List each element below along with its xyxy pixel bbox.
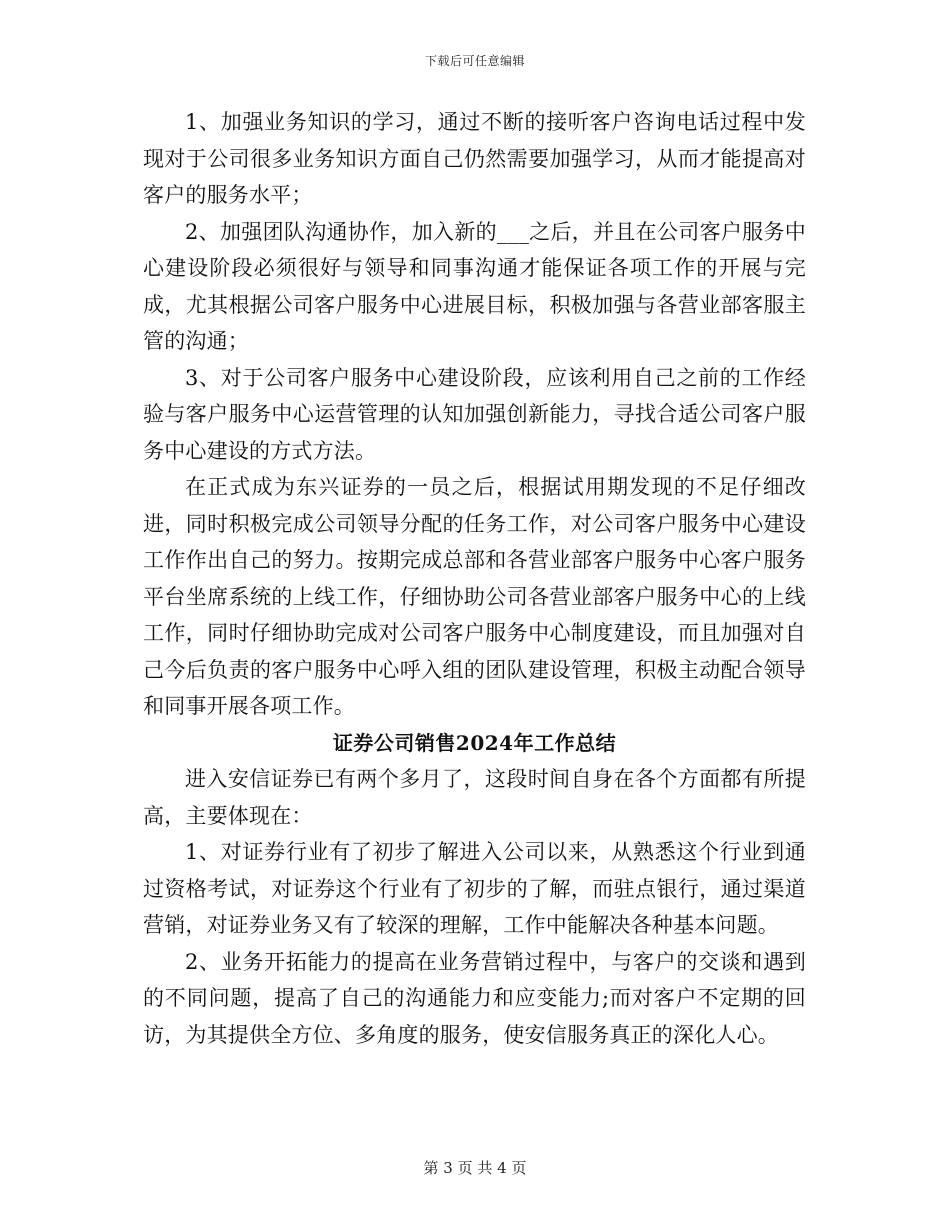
paragraph-formal-employee: 在正式成为东兴证券的一员之后，根据试用期发现的不足仔细改进，同时积极完成公司领导分配的任务工作，对公司客户服务中心建设工作作出自己的努力。按期完成总部和各营业部客户服务中心客户服务平台坐席系统的上线工作，仔细协助公司各营业部客户服务中心的上线工作，同时仔细协助完成对公司客户服务中心制度建设，而且加强对自己今后负责的客户服务中心呼入组的团队建设管理，积极主动配合领导和同事开展各项工作。	[143, 475, 806, 718]
paragraph-item-1: 1、加强业务知识的学习，通过不断的接听客户咨询电话过程中发现对于公司很多业务知识方面自己仍然需要加强学习，从而才能提高对客户的服务水平；	[143, 110, 806, 207]
paragraph-point-2: 2、业务开拓能力的提高在业务营销过程中，与客户的交谈和遇到的不同问题，提高了自己的沟通能力和应变能力;而对客户不定期的回访，为其提供全方位、多角度的服务，使安信服务真正的深化人心。	[143, 949, 806, 1047]
paragraph-item-3: 3、对于公司客户服务中心建设阶段，应该利用自己之前的工作经验与客户服务中心运营管理的认知加强创新能力，寻找合适公司客户服务中心建设的方式方法。	[143, 365, 806, 463]
document-body	[143, 104, 806, 1053]
paragraph-item-2: 2、加强团队沟通协作，加入新的___之后，并且在公司客户服务中心建设阶段必须很好与领导和同事沟通才能保证各项工作的开展与完成，尤其根据公司客户服务中心进展目标，积极加强与各营业部客服主管的沟通；	[143, 219, 806, 353]
paragraph-intro: 进入安信证券已有两个多月了，这段时间自身在各个方面都有所提高，主要体现在：	[143, 767, 806, 828]
paragraph-point-1: 1、对证券行业有了初步了解进入公司以来，从熟悉这个行业到通过资格考试，对证券这个行业有了初步的了解，而驻点银行，通过渠道营销，对证券业务又有了较深的理解，工作中能解决各种基本问题。	[143, 840, 806, 937]
page-number: 第 3 页 共 4 页	[423, 1159, 527, 1177]
page-header-note: 下载后可任意编辑	[424, 54, 525, 68]
section-title: 证券公司销售2024年工作总结	[332, 730, 617, 755]
